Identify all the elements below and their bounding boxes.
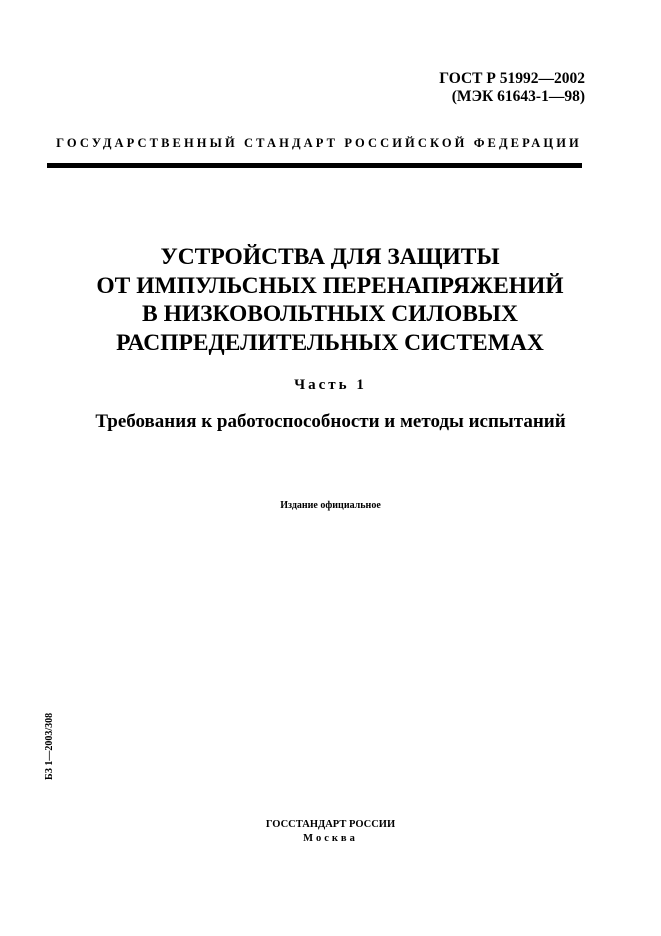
part-label: Часть 1 xyxy=(294,377,367,393)
document-title xyxy=(30,243,630,357)
title-line: УСТРОЙСТВА ДЛЯ ЗАЩИТЫ xyxy=(160,244,500,270)
standard-number-block xyxy=(345,70,585,106)
edition-label: Издание официальное xyxy=(280,500,381,511)
iec-number: (МЭК 61643-1—98) xyxy=(451,88,585,105)
title-line: ОТ ИМПУЛЬСНЫХ ПЕРЕНАПРЯЖЕНИЙ xyxy=(96,272,564,299)
state-standard-heading: ГОСУДАРСТВЕННЫЙ СТАНДАРТ РОССИЙСКОЙ ФЕДЕРАЦИИ xyxy=(56,136,582,150)
document-subtitle: Требования к работоспособности и методы испытаний xyxy=(95,411,566,432)
publisher-name: ГОССТАНДАРТ РОССИИ xyxy=(265,819,396,830)
title-line: РАСПРЕДЕЛИТЕЛЬНЫХ СИСТЕМАХ xyxy=(116,329,544,356)
title-line: В НИЗКОВОЛЬТНЫХ СИЛОВЫХ xyxy=(142,301,518,327)
publisher-block xyxy=(0,818,661,846)
header-divider xyxy=(47,163,582,168)
standard-number: ГОСТ Р 51992—2002 xyxy=(439,70,585,87)
side-catalog-code: БЗ 1—2003/308 xyxy=(44,712,55,780)
publisher-city: Москва xyxy=(303,833,358,844)
